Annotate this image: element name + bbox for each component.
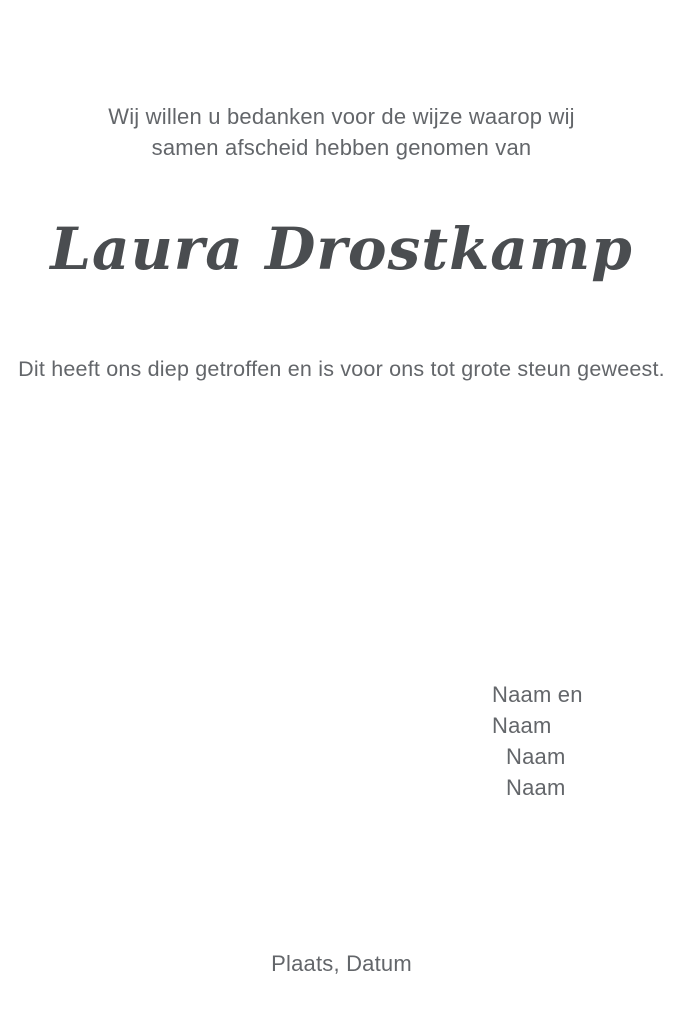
signature-line-3: Naam [506,744,566,769]
intro-line-2: samen afscheid hebben genomen van [151,135,532,160]
intro-text [0,101,683,163]
message-text: Dit heeft ons diep getroffen en is voor ons tot grote steun geweest. [18,357,665,381]
place-date: Plaats, Datum [271,951,412,976]
intro-line-1: Wij willen u bedanken voor de wijze waarop wij [108,104,575,129]
signature-line-1: Naam en [492,682,583,707]
signature-line-2: Naam [492,713,552,738]
deceased-name: Laura Drostkamp [50,215,633,283]
signature-line-4: Naam [506,775,566,800]
signature-block [492,679,583,803]
